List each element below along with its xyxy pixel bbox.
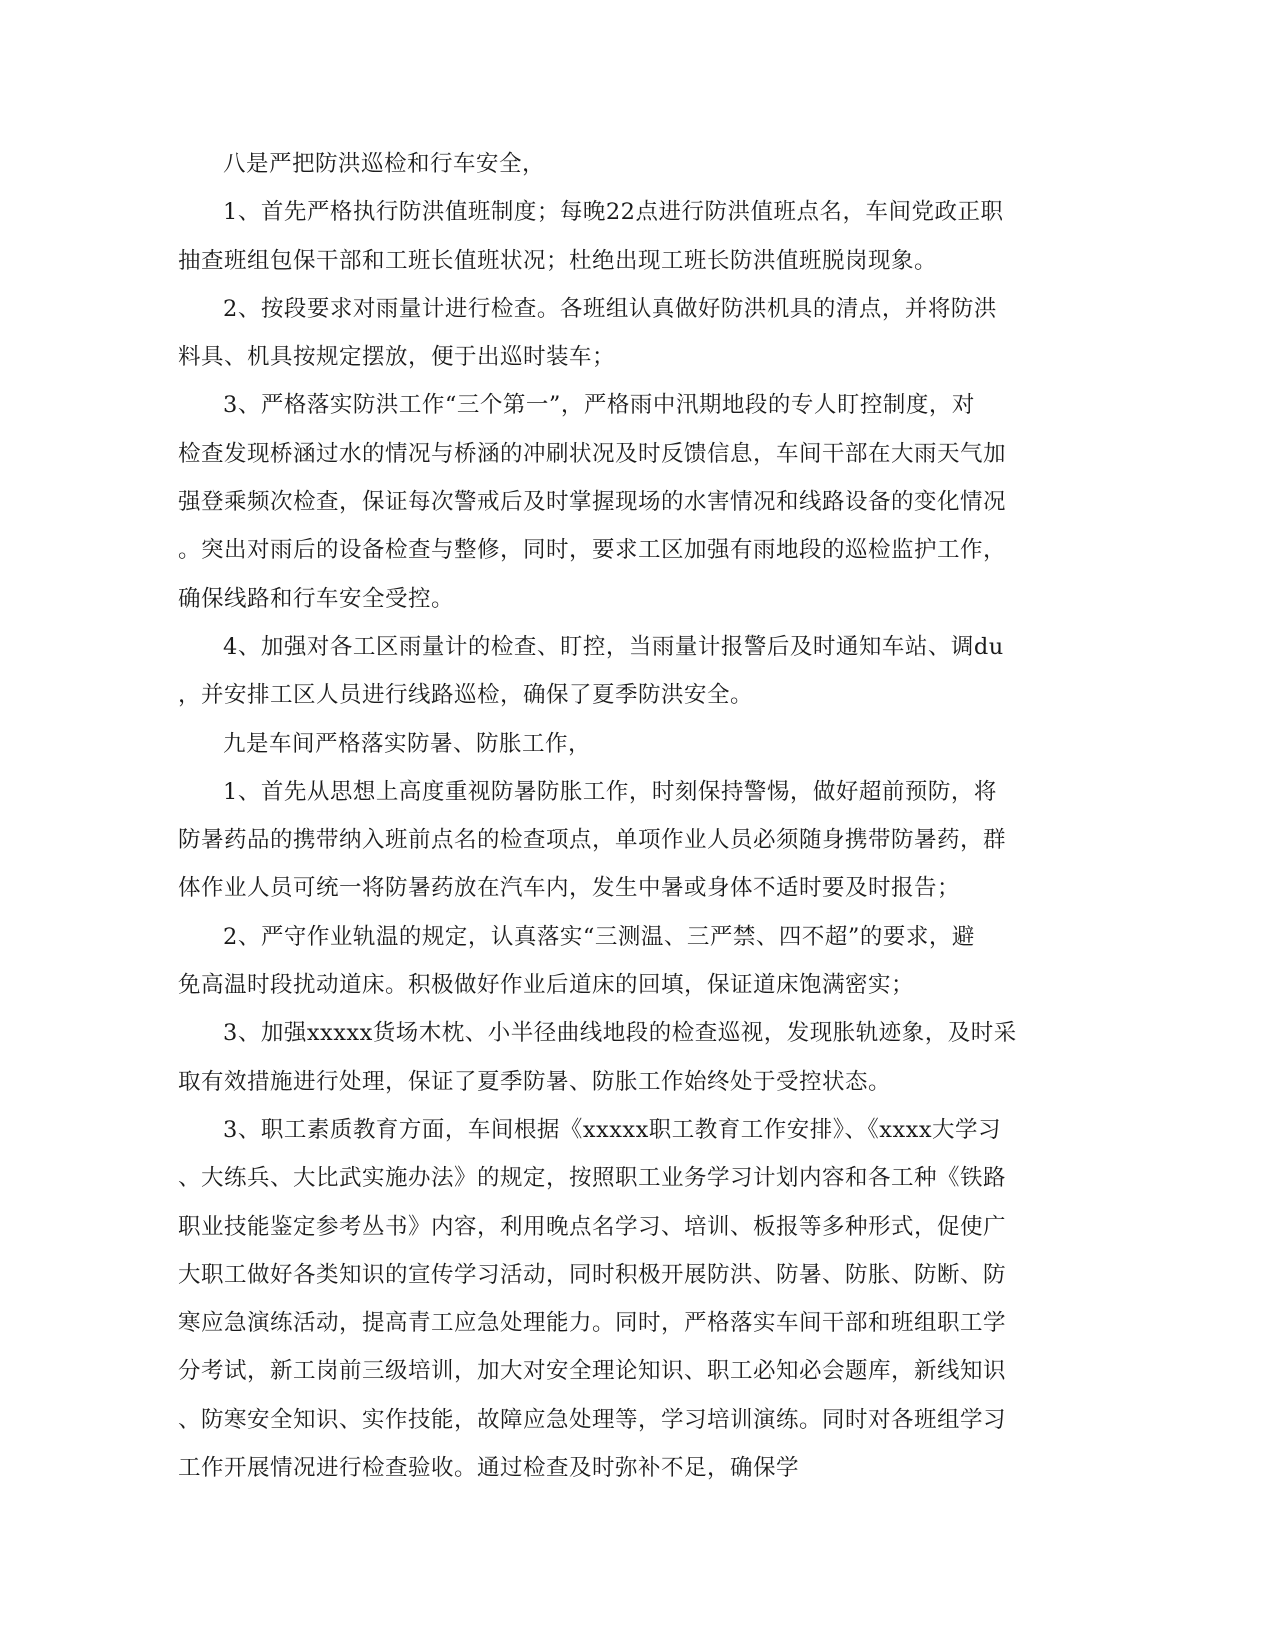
paragraph-staff-education: 3、职工素质教育方面，车间根据《xxxxx职工教育工作安排》、《xxxx大学习 、大练兵、大比武实施办法》的规定，按照职工业务学习计划内容和各工种《铁路 职业技能鉴定参考丛书》内容，利用晚点名学习、培训、板报等多种形式，促使广 大职工做好各类知识的宣传学习活动，同时积极开展防洪、防暑、防胀、防断、防 寒应急演练活动，提高青工应急处理能力。同时，严格落实车间干部和班组职工学 分考试，新工岗前三级培训，加大对安全理论知识、职工必知必会题库，新线知识 、防寒安全知识、实作技能，故障应急处理等，学习培训演练。同时对各班组学习 工作开展情况进行检查验收。通过检查及时弥补不足，确保学 <box>178 1116 1007 1482</box>
paragraph-8-item-2: 2、按段要求对雨量计进行检查。各班组认真做好防洪机具的清点，并将防洪 料具、机具按规定摆放，便于出巡时装车； <box>178 295 997 371</box>
paragraph-section-9-heading: 九是车间严格落实防暑、防胀工作， <box>223 730 592 757</box>
paragraph-8-item-4: 4、加强对各工区雨量计的检查、盯控，当雨量计报警后及时通知车站、调du ，并安排工区人员进行线路巡检，确保了夏季防洪安全。 <box>178 633 1004 709</box>
paragraph-9-item-3: 3、加强xxxxx货场木枕、小半径曲线地段的检查巡视，发现胀轨迹象，及时采 取有效措施进行处理，保证了夏季防暑、防胀工作始终处于受控状态。 <box>178 1020 1017 1095</box>
paragraph-9-item-2: 2、严守作业轨温的规定，认真落实“三测温、三严禁、四不超”的要求，避 免高温时段扰动道床。积极做好作业后道床的回填，保证道床饱满密实； <box>178 923 975 999</box>
paragraph-section-8-heading: 八是严把防洪巡检和行车安全， <box>223 151 546 177</box>
document-body <box>178 140 1083 1492</box>
paragraph-8-item-3: 3、严格落实防洪工作“三个第一”，严格雨中汛期地段的专人盯控制度，对 检查发现桥涵过水的情况与桥涵的冲刷状况及时反馈信息，车间干部在大雨天气加 强登乘频次检查，保证每次警戒后及时掌握现场的水害情况和线路设备的变化情况 。突出对雨后的设备检查与整修，同时，要求工区加强有雨地段的巡检监护工作， 确保线路和行车安全受控。 <box>178 392 1007 612</box>
paragraph-9-item-1: 1、首先从思想上高度重视防暑防胀工作，时刻保持警惕，做好超前预防，将 防暑药品的携带纳入班前点名的检查项点，单项作业人员必须随身携带防暑药，群 体作业人员可统一将防暑药放在汽车内，发生中暑或身体不适时要及时报告； <box>178 778 1007 902</box>
paragraph-8-item-1: 1、首先严格执行防洪值班制度；每晚22点进行防洪值班点名，车间党政正职 抽查班组包保干部和工班长值班状况；杜绝出现工班长防洪值班脱岗现象。 <box>178 199 1004 274</box>
